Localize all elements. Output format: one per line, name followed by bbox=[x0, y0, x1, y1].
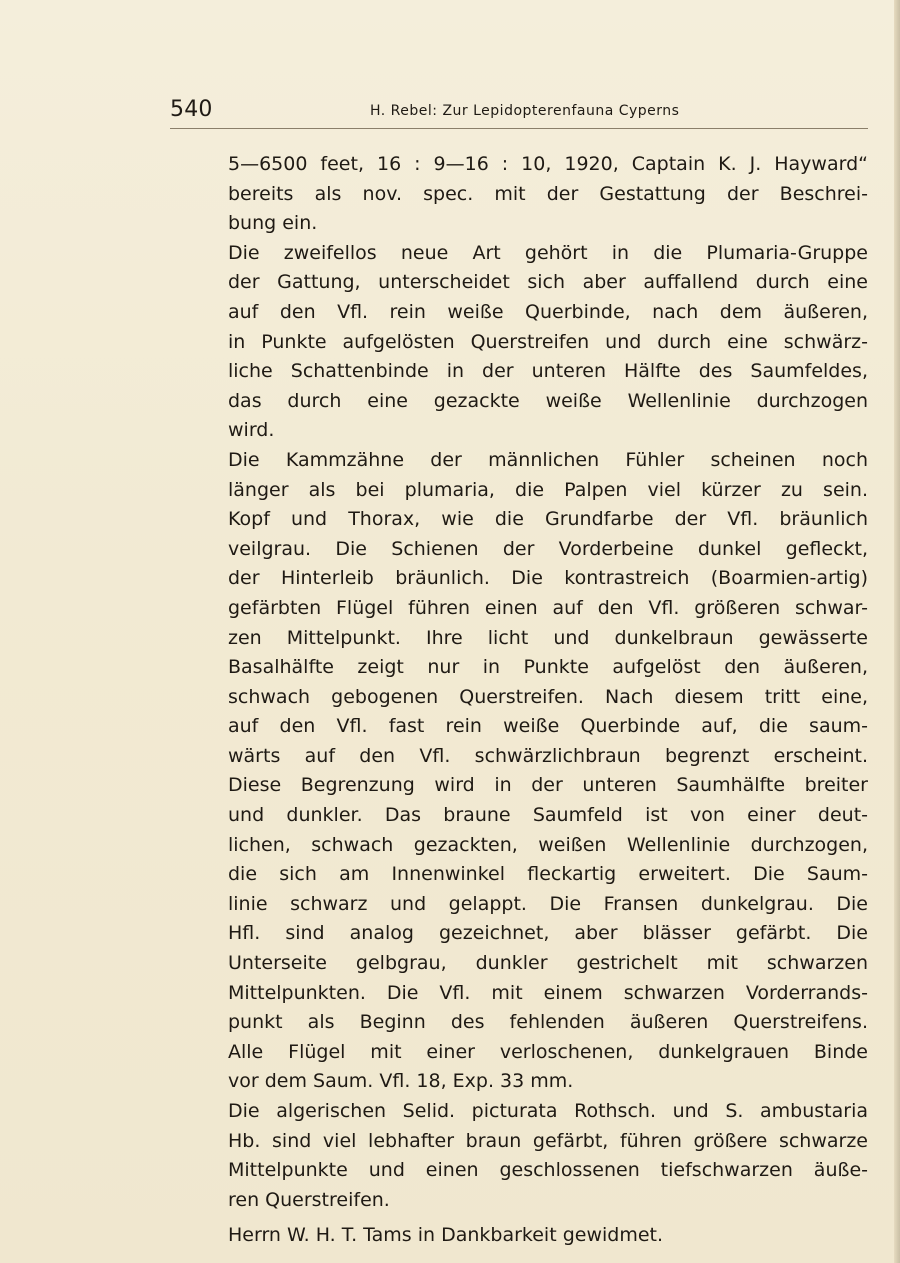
text-line: auf den Vfl. rein weiße Querbinde, nach dem äußeren, bbox=[228, 300, 868, 323]
text-line: wird. bbox=[228, 419, 275, 442]
text-line: zen Mittelpunkt. Ihre licht und dunkelbraun gewässerte bbox=[228, 626, 868, 649]
text-line: linie schwarz und gelappt. Die Fransen dunkelgrau. Die bbox=[228, 892, 868, 915]
text-line: 5—6500 feet, 16 : 9—16 : 10, 1920, Captain K. J. Hayward“ bbox=[228, 153, 868, 175]
text-line: Hfl. sind analog gezeichnet, aber blässer gefärbt. Die bbox=[228, 922, 868, 945]
text-line: das durch eine gezackte weiße Wellenlinie durchzogen bbox=[228, 389, 868, 412]
body-text bbox=[228, 150, 868, 1251]
text-line: veilgrau. Die Schienen der Vorderbeine dunkel gefleckt, bbox=[228, 537, 868, 560]
text-line: lichen, schwach gezackten, weißen Wellenlinie durchzogen, bbox=[228, 833, 868, 856]
text-line: Diese Begrenzung wird in der unteren Saumhälfte breiter bbox=[228, 774, 868, 797]
text-line: Die algerischen Selid. picturata Rothsch. und S. ambustaria bbox=[228, 1100, 868, 1122]
text-line: der Hinterleib bräunlich. Die kontrastreich (Boarmien-artig) bbox=[228, 567, 868, 590]
text-line: Mittelpunkten. Die Vfl. mit einem schwarzen Vorderrands- bbox=[228, 981, 868, 1004]
text-line: Die zweifellos neue Art gehört in die Plumaria-Gruppe bbox=[228, 241, 868, 264]
text-line: liche Schattenbinde in der unteren Hälfte des Saumfeldes, bbox=[228, 360, 868, 383]
text-line: Kopf und Thorax, wie die Grundfarbe der Vfl. bräunlich bbox=[228, 508, 868, 531]
text-line: Hb. sind viel lebhafter braun gefärbt, führen größere schwarze bbox=[228, 1129, 868, 1152]
text-line: bereits als nov. spec. mit der Gestattung der Beschrei- bbox=[228, 182, 868, 205]
text-line: punkt als Beginn des fehlenden äußeren Querstreifens. bbox=[228, 1011, 868, 1034]
text-line: schwach gebogenen Querstreifen. Nach diesem tritt eine, bbox=[228, 685, 868, 708]
text-line: wärts auf den Vfl. schwärzlichbraun begrenzt erscheint. bbox=[228, 744, 868, 767]
text-line: die sich am Innenwinkel fleckartig erweitert. Die Saum- bbox=[228, 863, 868, 886]
dedication-line: Herrn W. H. T. Tams in Dankbarkeit gewidmet. bbox=[228, 1224, 664, 1247]
text-line: gefärbten Flügel führen einen auf den Vfl. größeren schwar- bbox=[228, 596, 868, 619]
text-line: Alle Flügel mit einer verloschenen, dunkelgrauen Binde bbox=[228, 1040, 868, 1063]
header-rule bbox=[170, 128, 868, 129]
text-line: bung ein. bbox=[228, 212, 318, 235]
text-line: vor dem Saum. Vfl. 18, Exp. 33 mm. bbox=[228, 1070, 574, 1093]
page-number: 540 bbox=[170, 97, 213, 122]
text-line: Die Kammzähne der männlichen Fühler scheinen noch bbox=[228, 448, 868, 471]
text-line: länger als bei plumaria, die Palpen viel kürzer zu sein. bbox=[228, 478, 868, 501]
text-line: der Gattung, unterscheidet sich aber auffallend durch eine bbox=[228, 271, 868, 294]
page-edge-shadow bbox=[894, 0, 900, 1263]
running-title: H. Rebel: Zur Lepidopterenfauna Cyperns bbox=[370, 103, 680, 119]
text-line: ren Querstreifen. bbox=[228, 1188, 390, 1211]
text-line: Unterseite gelbgrau, dunkler gestrichelt mit schwarzen bbox=[228, 952, 868, 975]
text-line: und dunkler. Das braune Saumfeld ist von einer deut- bbox=[228, 804, 868, 827]
text-line: in Punkte aufgelösten Querstreifen und durch eine schwärz- bbox=[228, 330, 868, 353]
page-header bbox=[170, 96, 868, 130]
text-line: Basalhälfte zeigt nur in Punkte aufgelöst den äußeren, bbox=[228, 656, 868, 679]
text-line: auf den Vfl. fast rein weiße Querbinde auf, die saum- bbox=[228, 715, 868, 738]
text-line: Mittelpunkte und einen geschlossenen tiefschwarzen äuße- bbox=[228, 1159, 868, 1182]
